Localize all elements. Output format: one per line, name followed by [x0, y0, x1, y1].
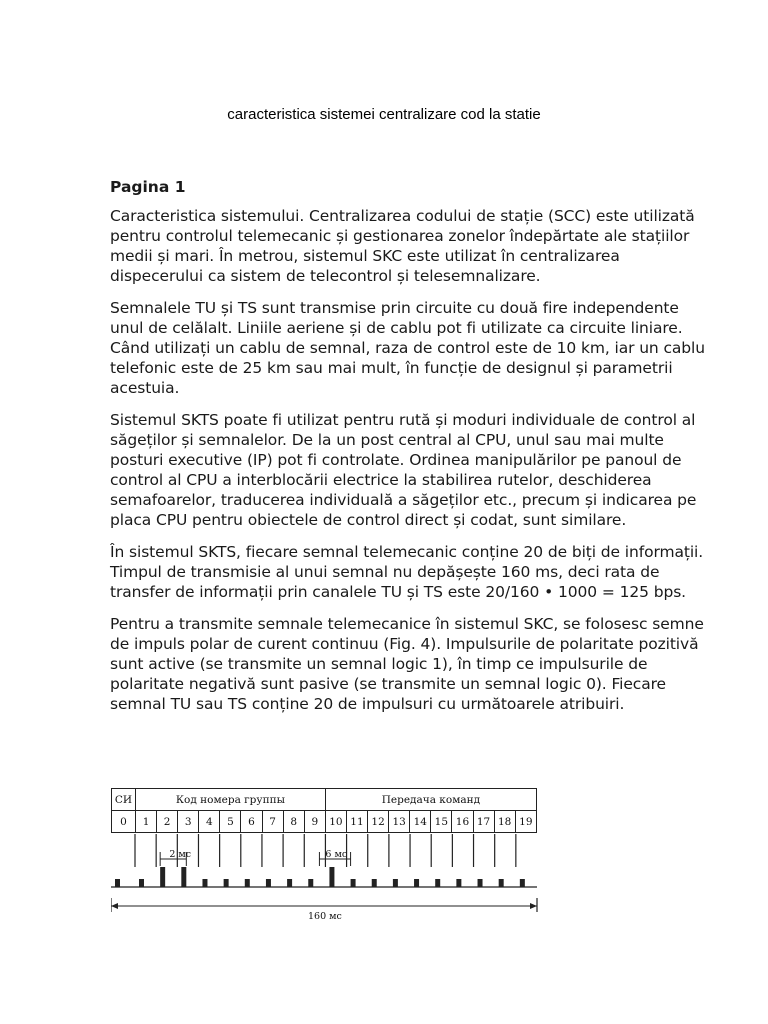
pulse-bar	[287, 879, 292, 887]
arrowhead-left	[111, 903, 118, 909]
bit-number: 13	[389, 811, 410, 833]
bit-number: 15	[431, 811, 452, 833]
pulse-bar	[372, 879, 377, 887]
paragraph: Semnalele TU și TS sunt transmise prin circuite cu două fire independente unul de celălalt. Liniile aeriene și de cablu pot fi utilizate ca circuite liniare. Când utilizați un cablu de semnal, raza de control este de 10 km, iar un cablu telefonic este de 25 km sau mai mult, în funcție de designul și parametrii acestuia.	[110, 299, 705, 397]
bit-number: 11	[346, 811, 367, 833]
pulse-bar	[351, 879, 356, 887]
bit-number: 4	[199, 811, 220, 833]
paragraph: Caracteristica sistemului. Centralizarea codului de stație (SCC) este utilizată pentru controlul telemecanic și gestionarea zonelor îndepărtate ale stațiilor medii și mari. În metrou, sistemul SKC este utilizat în centralizarea dispecerului ca sistem de telecontrol și telesemnalizare.	[110, 207, 695, 285]
bit-number: 12	[368, 811, 389, 833]
figure-header-commands: Передача команд	[325, 789, 536, 811]
pulse-bar	[456, 879, 461, 887]
bit-number: 6	[241, 811, 262, 833]
total-duration-label: 160 мс	[308, 911, 342, 920]
pulse-marks	[111, 834, 537, 912]
pulse-bar	[266, 879, 271, 887]
pulse-bar	[478, 879, 483, 887]
pulse-bar	[329, 867, 334, 887]
pulse-bar	[224, 879, 229, 887]
pulse-bar	[181, 867, 186, 887]
bit-number: 19	[515, 811, 536, 833]
figure-header-group-code: Код номера группы	[136, 789, 326, 811]
bit-number: 14	[410, 811, 431, 833]
bit-number: 17	[473, 811, 494, 833]
figure-header-si: СИ	[112, 789, 136, 811]
pulse-bar	[520, 879, 525, 887]
bit-number: 7	[262, 811, 283, 833]
paragraph: Pentru a transmite semnale telemecanice în sistemul SKC, se folosesc semne de impuls polar de curent continuu (Fig. 4). Impulsurile de polaritate pozitivă sunt active (se transmite un semnal logic 1), în timp ce impulsurile de polaritate negativă sunt pasive (se transmite un semnal logic 0). Fiecare semnal TU sau TS conține 20 de impulsuri cu următoarele atribuiri.	[110, 615, 704, 713]
bit-number: 5	[220, 811, 241, 833]
bit-number: 10	[325, 811, 346, 833]
pulse-diagram	[111, 788, 539, 920]
pulse-timing-figure	[111, 788, 539, 920]
bit-number: 3	[178, 811, 199, 833]
bit-number: 16	[452, 811, 473, 833]
page-content	[110, 178, 714, 726]
gap-label: 6 мс	[325, 849, 348, 860]
bit-number: 18	[494, 811, 515, 833]
pulse-bar	[393, 879, 398, 887]
pulse-bar	[245, 879, 250, 887]
bit-number: 8	[283, 811, 304, 833]
paragraph: Sistemul SKTS poate fi utilizat pentru rută și moduri individuale de control al săgeților și semnalelor. De la un post central al CPU, unul sau mai multe posturi executive (IP) pot fi controlate. Ordinea manipulărilor pe panoul de control al CPU a interblocării electrice la stabilirea rutelor, deschiderea semafoarelor, traducerea individuală a săgeților etc., precum și indicarea pe placa CPU pentru obiectele de control direct și codat, sunt similare.	[110, 411, 697, 529]
bit-number: 0	[112, 811, 136, 833]
paragraph: În sistemul SKTS, fiecare semnal telemecanic conține 20 de biți de informații. Timpul de transmisie al unui semnal nu depășește 160 ms, deci rata de transfer de informații prin canalele TU și TS este 20/160 • 1000 = 125 bps.	[110, 543, 704, 601]
pulse-bar	[160, 867, 165, 887]
document-title: caracteristica sistemei centralizare cod la statie	[227, 106, 541, 123]
pulse-bar	[139, 879, 144, 887]
pulse-bar	[435, 879, 440, 887]
arrowhead-right	[530, 903, 537, 909]
bit-number: 9	[304, 811, 325, 833]
pulse-bar	[308, 879, 313, 887]
pulse-bar	[115, 879, 120, 887]
pulse-width-label: 2 мс	[169, 849, 192, 860]
bit-number: 2	[157, 811, 178, 833]
pulse-bar	[202, 879, 207, 887]
pulse-bar	[499, 879, 504, 887]
page-heading: Pagina 1	[110, 178, 186, 196]
pulse-bar	[414, 879, 419, 887]
bit-number: 1	[136, 811, 157, 833]
